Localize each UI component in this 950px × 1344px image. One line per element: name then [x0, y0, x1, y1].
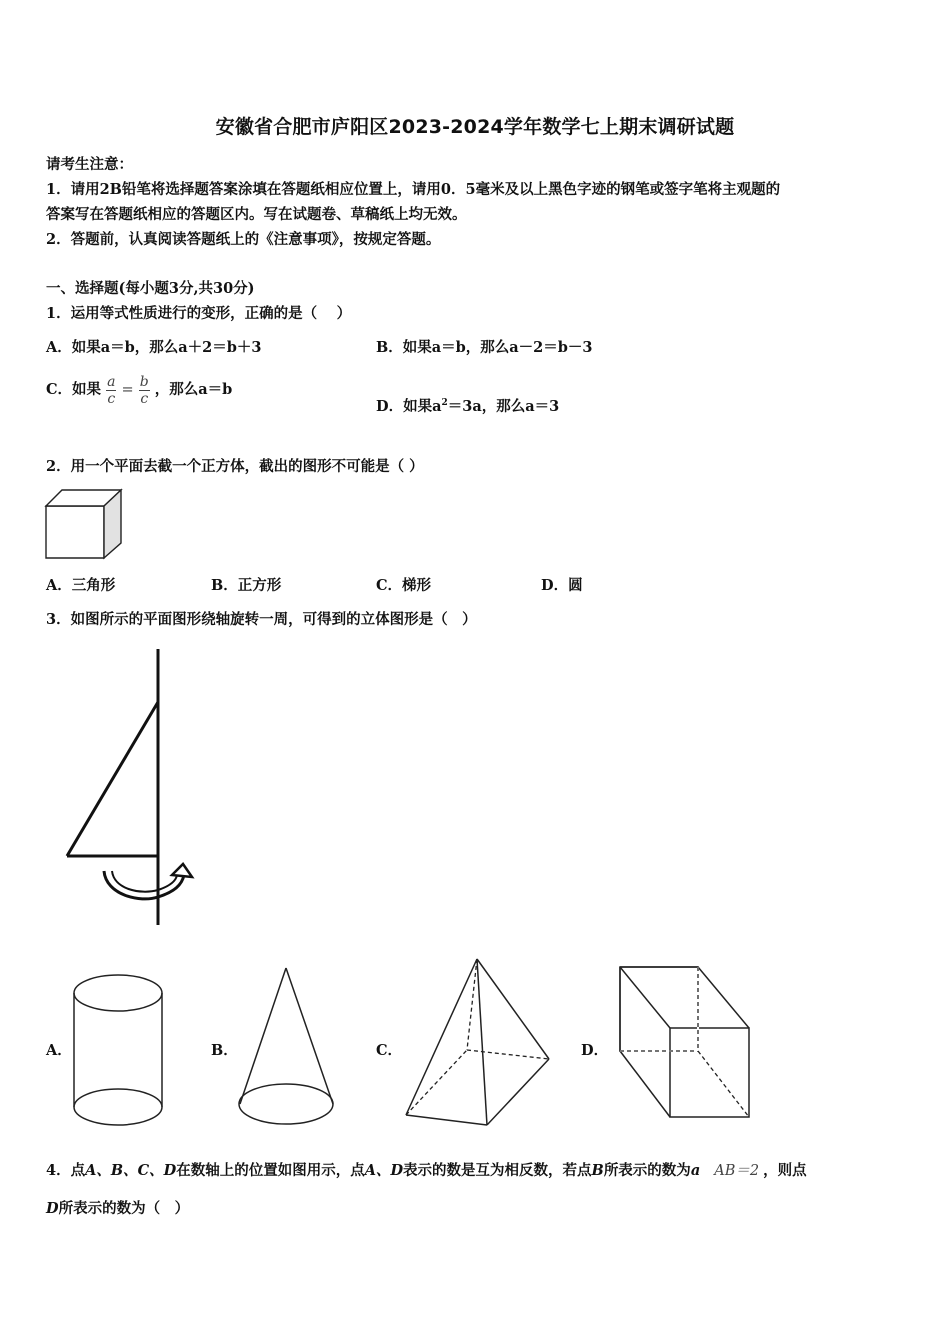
fraction-denominator: c: [140, 390, 149, 407]
q1-option-b: B．如果a＝b，那么a－2＝b－3: [376, 339, 593, 356]
fraction-b-over-c: [139, 374, 150, 407]
q1-option-c-suffix: ，那么a＝b: [154, 381, 233, 398]
exponent: 2: [441, 398, 448, 409]
q4-rest: 所表示的数为（ ）: [58, 1200, 190, 1217]
cube-figure: [44, 486, 126, 562]
q4-prefix: 4．点: [46, 1162, 86, 1179]
q2-option-d: D．圆: [541, 577, 583, 594]
q4-point-b: B: [591, 1162, 604, 1179]
q4-points-ad: A、D: [364, 1162, 404, 1179]
q2-option-a: A．三角形: [46, 577, 116, 594]
fraction-numerator: b: [139, 373, 149, 390]
notice-line-1b: 答案写在答题纸相应的答题区内。写在试题卷、草稿纸上均无效。: [46, 206, 467, 223]
q4-expression: AB＝2: [714, 1163, 760, 1179]
fraction-numerator: a: [107, 373, 116, 390]
rotation-figure: [60, 645, 200, 930]
page-title: 安徽省合肥市庐阳区2023-2024学年数学七上期末调研试题: [215, 116, 735, 138]
q4-mid3: 所表示的数为: [603, 1162, 691, 1179]
q4-var-a: a: [690, 1162, 701, 1179]
q3-stem: 3．如图所示的平面图形绕轴旋转一周，可得到的立体图形是（ ）: [46, 611, 477, 628]
q4-mid2: 表示的数是互为相反数，若点: [403, 1162, 592, 1179]
notice-heading: 请考生注意：: [46, 156, 133, 173]
q4-end: ，则点: [763, 1162, 807, 1179]
q2-option-c: C．梯形: [376, 577, 432, 594]
q3-option-a: A．: [46, 1042, 72, 1059]
q4-line-1: [46, 1159, 807, 1180]
pyramid-figure: [402, 955, 554, 1130]
q4-points: A、B、C、D: [85, 1162, 177, 1179]
q4-line-2: [46, 1197, 189, 1218]
q4-mid: 在数轴上的位置如图用示，点: [176, 1162, 365, 1179]
q3-option-c: C．: [376, 1042, 403, 1059]
q1-option-d-prefix: D．如果a: [376, 398, 442, 415]
q2-stem: 2．用一个平面去截一个正方体，截出的图形不可能是（ ）: [46, 458, 424, 475]
section-heading: 一、选择题(每小题3分,共30分): [46, 280, 255, 297]
equals-sign: =: [121, 382, 134, 398]
q3-option-d: D．: [581, 1042, 609, 1059]
notice-line-2: 2．答题前，认真阅读答题纸上的《注意事项》，按规定答题。: [46, 231, 441, 248]
q3-option-b: B．: [211, 1042, 238, 1059]
prism-figure: [616, 963, 754, 1123]
q1-option-c: [46, 372, 232, 408]
cylinder-figure: [72, 973, 166, 1127]
q1-option-c-prefix: C．如果: [46, 381, 102, 398]
q1-stem: 1．运用等式性质进行的变形，正确的是（ ）: [46, 305, 352, 322]
fraction-denominator: c: [107, 390, 116, 407]
cone-figure: [236, 965, 338, 1127]
q4-point-d: D: [46, 1200, 59, 1217]
q1-option-d: [376, 395, 559, 416]
fraction-a-over-c: [106, 374, 116, 407]
notice-line-1a: 1．请用2B铅笔将选择题答案涂填在答题纸相应位置上，请用0．5毫米及以上黑色字迹的钢笔或签字笔将主观题的: [46, 181, 781, 198]
q1-option-d-suffix: ＝3a，那么a＝3: [447, 398, 560, 415]
q1-option-a: A．如果a＝b，那么a＋2＝b＋3: [46, 339, 262, 356]
q2-option-b: B．正方形: [211, 577, 282, 594]
